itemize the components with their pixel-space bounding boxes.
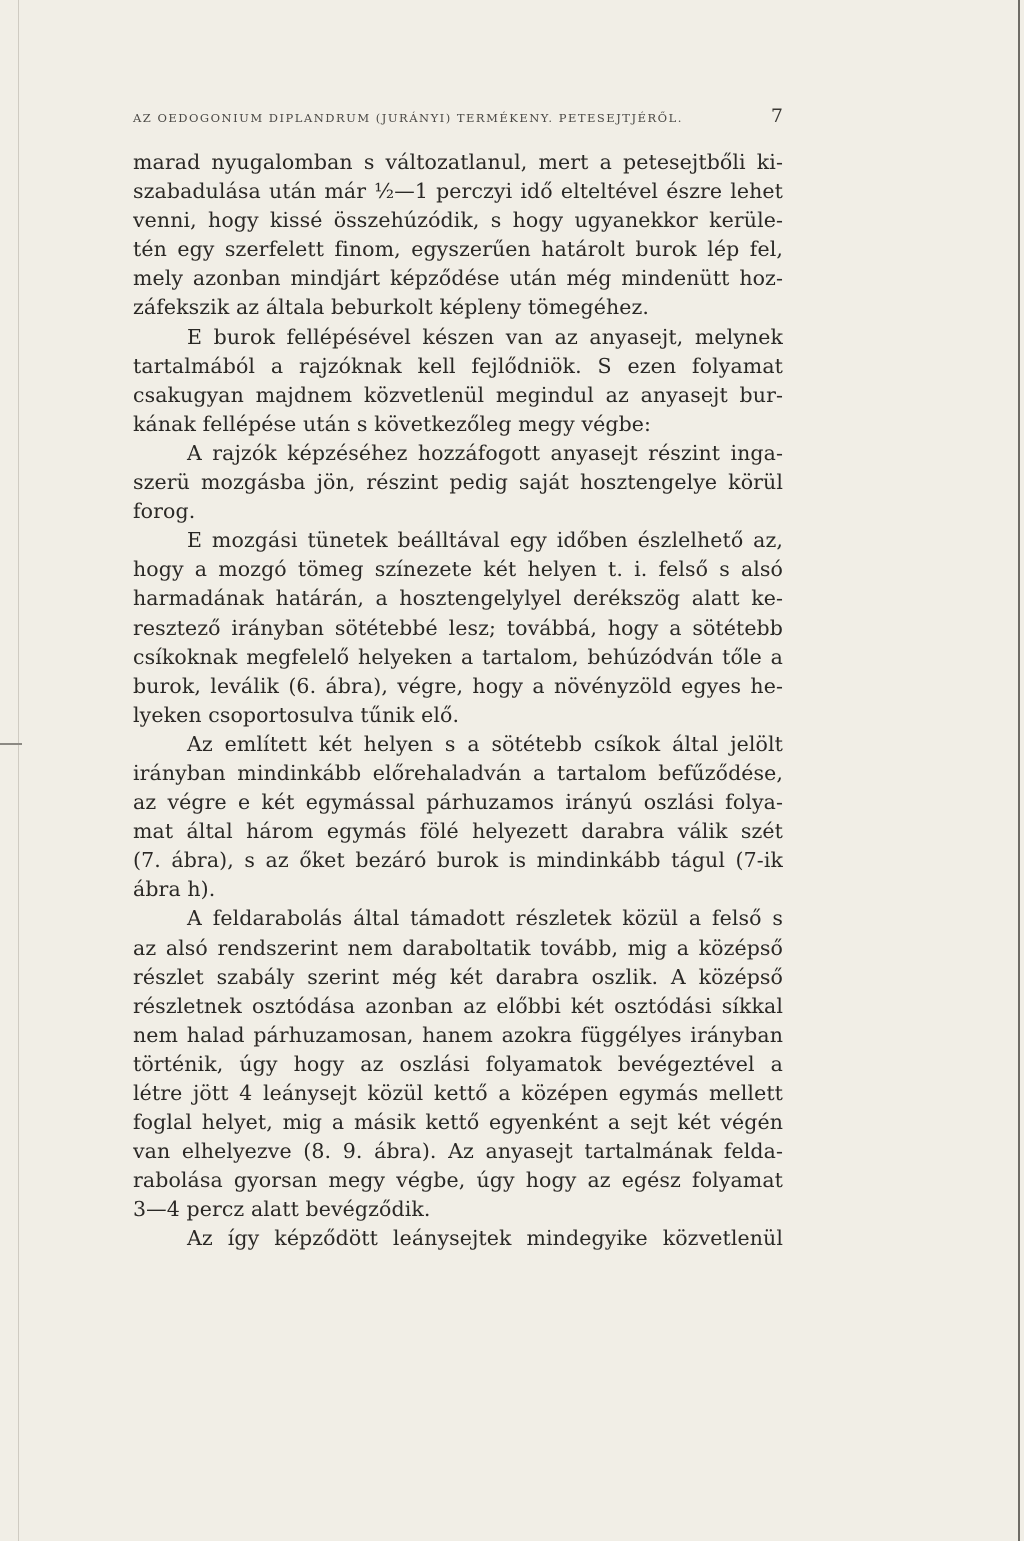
page-number: 7 [770, 105, 783, 127]
text-line: nem halad párhuzamosan, hanem azokra függélyes irányban [133, 1022, 783, 1047]
text-line: az végre e két egymással párhuzamos irányú oszlási folya- [133, 790, 783, 815]
running-head: AZ OEDOGONIUM DIPLANDRUM (JURÁNYI) TERMÉKENY. PETESEJTJÉRŐL. [133, 111, 683, 125]
text-line: záfekszik az általa beburkolt képleny tömegéhez. [133, 295, 650, 320]
text-line: részlet szabály szerint még két darabra oszlik. A középső [133, 964, 783, 989]
text-line: történik, úgy hogy az oszlási folyamatok bevégeztével a [133, 1051, 783, 1076]
text-line: létre jött 4 leánysejt közül kettő a középen egymás mellett [133, 1081, 783, 1105]
text-line: mat által három egymás fölé helyezett darabra válik szét [133, 819, 783, 844]
text-line: 3—4 percz alatt bevégződik. [133, 1197, 431, 1222]
body-text [133, 148, 783, 1254]
text-line: foglal helyet, mig a másik kettő egyenként a sejt két végén [133, 1110, 783, 1135]
text-line: resztező irányban sötétebbé lesz; továbbá, hogy a sötétebb [133, 615, 783, 640]
text-line: csakugyan majdnem közvetlenül megindul az anyasejt bur- [133, 382, 783, 407]
text-line: hogy a mozgó tömeg színezete két helyen t. i. felső s alsó [133, 557, 783, 582]
text-line: Az így képződött leánysejtek mindegyike közvetlenül [187, 1226, 783, 1251]
page-edge-left [18, 0, 19, 1541]
text-line: A feldarabolás által támadott részletek közül a felső s [187, 906, 783, 931]
text-line: marad nyugalomban s változatlanul, mert a petesejtbőli ki- [133, 150, 783, 174]
text-line: burok, leválik (6. ábra), végre, hogy a növényzöld egyes he- [133, 673, 783, 698]
text-line: tartalmából a rajzóknak kell fejlődniök. S ezen folyamat [133, 353, 783, 378]
text-line: irányban mindinkább előrehaladván a tartalom befűződése, [133, 760, 783, 785]
text-line: (7. ábra), s az őket bezáró burok is mindinkább tágul (7-ik [133, 848, 783, 873]
page-header [133, 105, 783, 127]
text-line: E mozgási tünetek beálltával egy időben észlelhető az, [187, 528, 783, 553]
text-line: szabadulása után már ½—1 perczyi idő elteltével észre lehet [133, 179, 783, 204]
text-line: van elhelyezve (8. 9. ábra). Az anyasejt tartalmának felda- [133, 1139, 783, 1164]
text-line: kának fellépése után s következőleg megy végbe: [133, 411, 652, 436]
text-line: A rajzók képzéséhez hozzáfogott anyasejt részint inga- [187, 440, 783, 465]
text-line: részletnek osztódása azonban az előbbi két osztódási síkkal [133, 993, 783, 1018]
text-line: az alsó rendszerint nem daraboltatik tovább, mig a középső [133, 935, 783, 960]
text-line: Az említett két helyen s a sötétebb csíkok által jelölt [187, 731, 783, 756]
text-line: tén egy szerfelett finom, egyszerűen határolt burok lép fel, [133, 237, 783, 262]
text-line: mely azonban mindjárt képződése után még mindenütt hoz- [133, 266, 783, 291]
text-line: forog. [133, 499, 196, 524]
text-line: rabolása gyorsan megy végbe, úgy hogy az egész folyamat [133, 1168, 783, 1193]
text-line: harmadának határán, a hosztengelylyel derékszög alatt ke- [133, 586, 783, 611]
text-line: ábra h). [133, 877, 216, 902]
page-edge-right [1018, 0, 1020, 1541]
text-line: lyeken csoportosulva tűnik elő. [133, 702, 460, 727]
text-line: E burok fellépésével készen van az anyasejt, melynek [187, 324, 783, 349]
text-line: szerü mozgásba jön, részint pedig saját hosztengelye körül [133, 470, 783, 495]
text-line: venni, hogy kissé összehúzódik, s hogy ugyanekkor kerüle- [133, 208, 783, 233]
gutter-mark [0, 743, 22, 745]
text-line: csíkoknak megfelelő helyeken a tartalom, behúzódván tőle a [133, 644, 783, 669]
